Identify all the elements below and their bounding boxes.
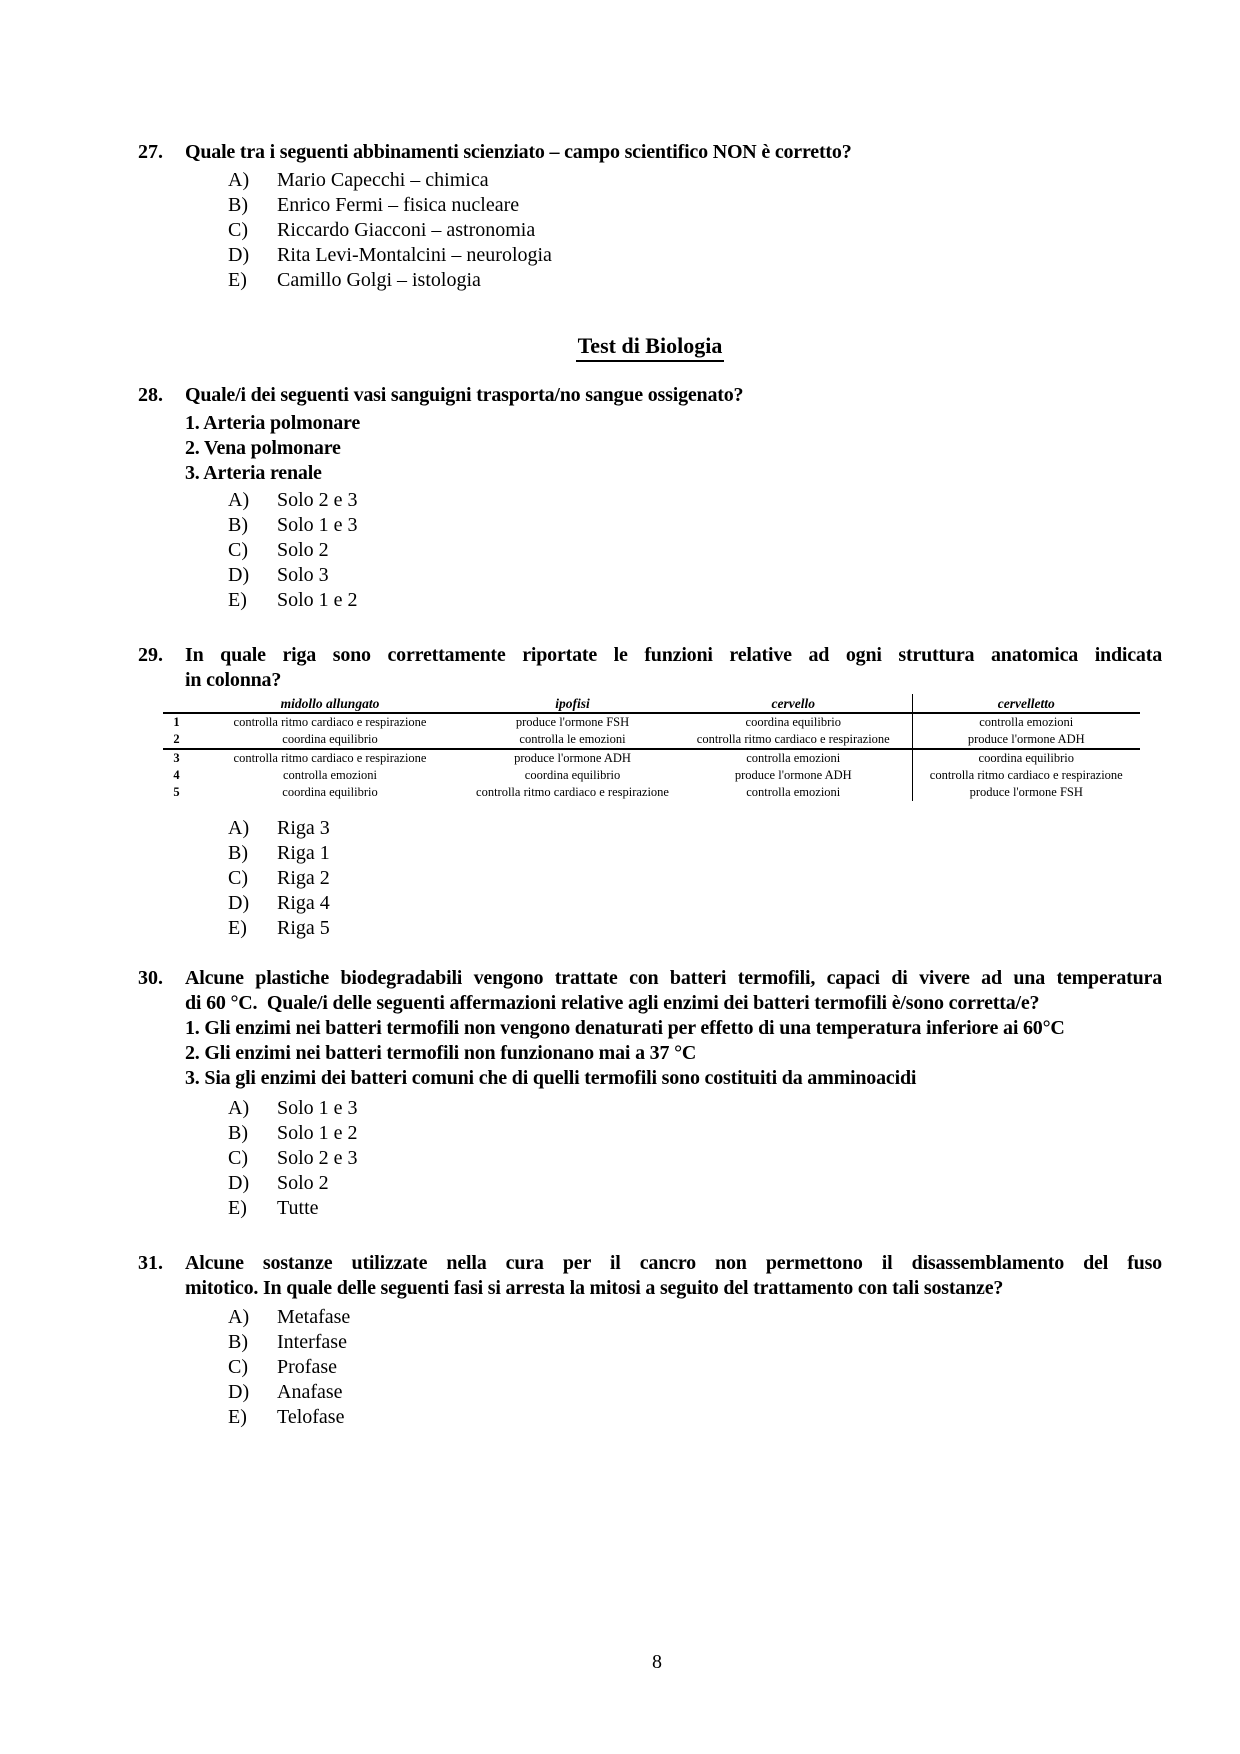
row-number: 1 [173,715,180,729]
option-text: Anafase [277,1381,343,1403]
option-letter: C) [228,1356,248,1378]
question-text-line: Quale/i dei seguenti vasi sanguigni trasporta/no sangue ossigenato? [185,384,744,406]
option-letter: E) [228,1406,247,1428]
option-letter: A) [228,169,250,191]
option-row [228,841,1162,866]
table-row [163,749,1140,767]
row-number-header [163,694,190,713]
table-cell: controlla emozioni [912,713,1140,731]
statement: 2. Gli enzimi nei batteri termofili non funzionano mai a 37 °C [185,1042,697,1064]
option-row [228,193,1162,218]
question-31 [138,1251,1162,1430]
option-row [228,588,1162,613]
option-row [228,1121,1162,1146]
question-header [138,643,1162,693]
option-letter: D) [228,244,250,266]
option-text: Rita Levi-Montalcini – neurologia [277,244,552,266]
table-row [163,767,1140,784]
question-number: 28. [138,384,163,406]
table-cell: controlla ritmo cardiaco e respirazione [675,731,912,749]
row-number: 2 [163,731,190,749]
option-row [228,513,1162,538]
question-text-line: in colonna? [185,669,282,691]
option-text: Solo 1 e 2 [277,589,358,611]
question-text-line: Alcune sostanze utilizzate nella cura per il cancro non permettono il disassemblamento del fuso [185,1252,1162,1274]
question-text [185,140,1162,165]
table-cell: coordina equilibrio [524,768,621,782]
option-row [228,1171,1162,1196]
column-header-4: cervelletto [912,694,1140,713]
option-text: Metafase [277,1306,351,1328]
option-row [228,866,1162,891]
question-list-top [138,140,1162,293]
option-letter: B) [228,842,248,864]
question-text [185,1251,1162,1301]
options-list [228,816,1162,941]
question-text-line: In quale riga sono correttamente riportate le funzioni relative ad ogni struttura anatomica indicata [185,644,1162,666]
question-number: 29. [138,644,163,666]
option-letter: B) [228,194,248,216]
question-29 [138,643,1162,941]
table-cell: coordina equilibrio [912,749,1140,767]
table-header-row [163,694,1140,713]
option-text: Solo 1 e 3 [277,514,358,536]
option-row [228,488,1162,513]
table-cell: produce l'ormone FSH [515,715,630,729]
statement-list [185,411,1162,486]
table-row [163,713,1140,731]
option-row [228,168,1162,193]
question-30 [138,966,1162,1221]
option-text: Riga 4 [277,892,330,914]
section-heading [138,333,1162,362]
option-letter: D) [228,892,250,914]
table-row [163,784,1140,801]
option-text: Riccardo Giacconi – astronomia [277,219,536,241]
option-row [228,1380,1162,1405]
option-row [228,916,1162,941]
question-28 [138,383,1162,613]
question-27 [138,140,1162,293]
option-row [228,891,1162,916]
page-content [138,140,1162,1430]
table-cell: controlla ritmo cardiaco e respirazione [233,715,427,729]
question-number: 30. [138,967,163,989]
option-text: Solo 2 [277,1172,329,1194]
option-letter: C) [228,1147,248,1169]
section-heading-text: Test di Biologia [576,333,725,362]
option-row [228,1305,1162,1330]
option-row [228,218,1162,243]
option-letter: E) [228,917,247,939]
table-head [163,694,1140,713]
table-cell: produce l'ormone ADH [734,768,852,782]
option-letter: C) [228,867,248,889]
column-header-1: midollo allungato [190,694,470,713]
question-text [185,643,1162,693]
option-letter: A) [228,489,250,511]
option-letter: E) [228,269,247,291]
option-letter: B) [228,514,248,536]
option-row [228,1146,1162,1171]
page-number: 8 [652,1651,662,1673]
option-text: Interfase [277,1331,347,1353]
option-row [228,1096,1162,1121]
option-text: Camillo Golgi – istologia [277,269,481,291]
option-letter: D) [228,1381,250,1403]
question-number: 31. [138,1252,163,1274]
option-text: Mario Capecchi – chimica [277,169,489,191]
table-cell: produce l'ormone ADH [912,731,1140,749]
option-row [228,1355,1162,1380]
option-text: Solo 3 [277,564,329,586]
table-cell: coordina equilibrio [282,785,378,799]
row-number: 3 [173,751,180,765]
option-letter: A) [228,1306,250,1328]
option-letter: B) [228,1122,248,1144]
statement-list [185,1016,1162,1091]
options-list [228,1305,1162,1430]
option-letter: D) [228,1172,250,1194]
option-letter: E) [228,1197,247,1219]
option-text: Tutte [277,1197,319,1219]
option-letter: E) [228,589,247,611]
option-row [228,243,1162,268]
option-row [228,1196,1162,1221]
question-list-main [138,383,1162,1430]
options-list [228,1096,1162,1221]
options-list [228,488,1162,613]
option-row [228,268,1162,293]
table-cell: coordina equilibrio [745,715,841,729]
option-text: Riga 3 [277,817,330,839]
question-text-line: mitotico. In quale delle seguenti fasi si arresta la mitosi a seguito del trattamento con tali sostanze? [185,1277,1004,1299]
question-header [138,966,1162,1016]
table-cell: controlla ritmo cardiaco e respirazione [476,785,669,799]
question-text-line: Quale tra i seguenti abbinamenti scienziato – campo scientifico NON è corretto? [185,141,852,163]
table-cell: controlla emozioni [746,751,841,765]
table-cell: produce l'ormone ADH [514,751,631,765]
question-text [185,966,1162,1016]
option-letter: A) [228,1097,250,1119]
row-number: 4 [173,768,180,782]
option-text: Solo 2 e 3 [277,489,358,511]
option-text: Solo 1 e 2 [277,1122,358,1144]
table-cell: controlla emozioni [282,768,378,782]
column-header-2: ipofisi [470,694,675,713]
option-text: Profase [277,1356,337,1378]
option-text: Riga 2 [277,867,330,889]
option-letter: B) [228,1331,248,1353]
option-row [228,816,1162,841]
table-cell: controlla ritmo cardiaco e respirazione [233,751,427,765]
option-text: Solo 1 e 3 [277,1097,358,1119]
statement: 1. Arteria polmonare [185,412,361,434]
column-header-3: cervello [675,694,912,713]
option-text: Solo 2 e 3 [277,1147,358,1169]
table-cell: coordina equilibrio [190,731,470,749]
option-letter: D) [228,564,250,586]
option-text: Telofase [277,1406,345,1428]
option-text: Riga 1 [277,842,330,864]
option-row [228,1405,1162,1430]
option-row [228,563,1162,588]
question-header [138,383,1162,408]
anatomy-functions-table [163,694,1140,801]
question-text-line: di 60 °C. Quale/i delle seguenti affermazioni relative agli enzimi dei batteri termofili è/sono corretta/e? [185,992,1040,1014]
statement: 3. Arteria renale [185,462,322,484]
table-body [163,713,1140,801]
option-letter: A) [228,817,250,839]
table-cell: produce l'ormone FSH [912,784,1140,801]
table-cell: controlla ritmo cardiaco e respirazione [912,767,1140,784]
option-letter: C) [228,539,248,561]
table-row [163,731,1140,749]
question-header [138,140,1162,165]
question-text-line: Alcune plastiche biodegradabili vengono trattate con batteri termofili, capaci di vivere ad una temperatura [185,967,1162,989]
table-cell: controlla le emozioni [470,731,675,749]
option-row [228,538,1162,563]
option-text: Riga 5 [277,917,330,939]
question-text [185,383,1162,408]
option-letter: C) [228,219,248,241]
statement: 3. Sia gli enzimi dei batteri comuni che di quelli termofili sono costituiti da amminoacidi [185,1067,917,1089]
row-number: 5 [173,785,180,799]
question-number: 27. [138,141,163,163]
question-header [138,1251,1162,1301]
option-row [228,1330,1162,1355]
statement: 2. Vena polmonare [185,437,341,459]
statement: 1. Gli enzimi nei batteri termofili non vengono denaturati per effetto di una temperatura inferiore ai 60°C [185,1017,1065,1039]
option-text: Enrico Fermi – fisica nucleare [277,194,520,216]
table-cell: controlla emozioni [746,785,841,799]
option-text: Solo 2 [277,539,329,561]
options-list [228,168,1162,293]
